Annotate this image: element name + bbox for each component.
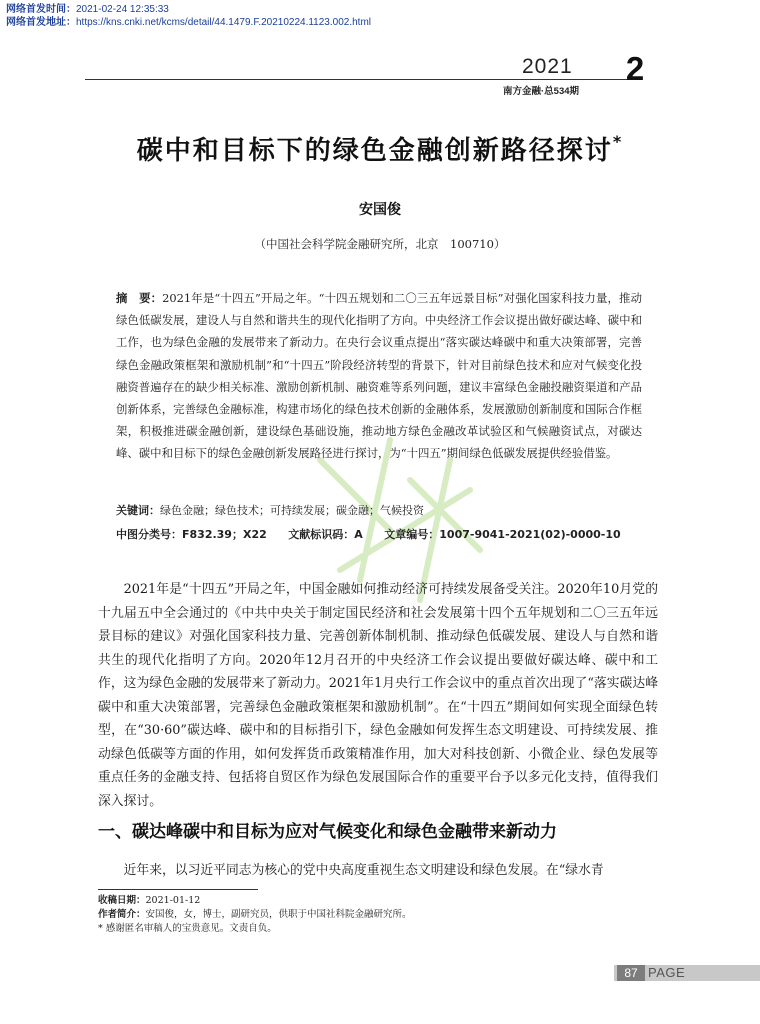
keywords [116,503,656,519]
abstract-text: 2021年是“十四五”开局之年。“十四五规划和二〇三五年远景目标”对强化国家科技力量，推动绿色低碳发展，建设人与自然和谐共生的现代化指明了方向。中央经济工作会议提出做好碳达峰、碳中和工作，也为绿色金融的发展带来了新动力。在央行会议重点提出“落实碳达峰碳中和重大决策部署，完善绿色金融政策框架和激励机制”和“十四五”阶段经济转型的背景下，针对目前绿色技术和应对气候变化投融资普遍存在的缺少相关标准、激励创新机制、融资难等系列问题，建议丰富绿色金融投融资渠道和产品创新体系，完善绿色金融标准，构建市场化的绿色技术创新的金融体系，发展激励创新制度和国际合作框架，积极推进碳金融创新，建设绿色基础设施，推动地方绿色金融改革试验区和气候融资试点，对碳达峰、碳中和目标下的绿色金融创新发展路径进行探讨，为“十四五”期间绿色低碳发展提供经验借鉴。 [116,291,642,461]
acknowledgement: * 感谢匿名审稿人的宝贵意见。文责自负。 [98,923,277,934]
body-paragraph-1: 2021年是“十四五”开局之年，中国金融如何推动经济可持续发展备受关注。2020年10月党的十九届五中全会通过的《中共中央关于制定国民经济和社会发展第十四个五年规划和二〇三五年远景目标的建议》对强化国家科技力量、完善创新体制机制、推动绿色低碳发展、建设人与自然和谐共生的现代化指明了方向。2020年12月召开的中央经济工作会议提出要做好碳达峰、碳中和工作，这为绿色金融的发展带来了新动力。2021年1月央行工作会议中的重点首次出现了“落实碳达峰碳中和重大决策部署，完善绿色金融政策框架和激励机制”。在“十四五”期间如何实现全面绿色转型，在“30·60”碳达峰、碳中和的目标指引下，绿色金融如何发挥生态文明建设、可持续发展、推动绿色低碳等方面的作用，如何发挥货币政策精准作用，加大对科技创新、小微企业、绿色发展等重点任务的金融支持、包括将自贸区作为绿色发展国际合作的重要平台予以多元化支持，值得我们深入探讨。 [98,582,658,809]
publication-url: 网络首发地址：https://kns.cnki.net/kcms/detail/44.1479.F.20210224.1123.002.html [6,17,371,28]
title-footnote-mark: * [612,132,624,152]
issue-number: 2 [625,50,645,87]
keywords-text: 绿色金融；绿色技术；可持续发展；碳金融；气候投资 [160,504,424,517]
page-label: PAGE [648,965,686,980]
header-rule [85,79,628,80]
journal-issue: 南方金融·总534期 [503,86,580,97]
footnotes [98,894,658,936]
network-publication-info [6,3,371,29]
article-author: 安国俊 [359,202,401,218]
clc-number: 中图分类号：F832.39；X22 [116,528,267,541]
article-title: 碳中和目标下的绿色金融创新路径探讨* [136,132,624,166]
body-paragraph-2: 近年来，以习近平同志为核心的党中央高度重视生态文明建设和绿色发展。在“绿水青 [123,863,604,878]
section-1-heading: 一、碳达峰碳中和目标为应对气候变化和绿色金融带来新动力 [98,822,557,842]
publication-time: 网络首发时间：2021-02-24 12:35:33 [6,4,169,15]
abstract [116,287,642,465]
author-affiliation: （中国社会科学院金融研究所，北京 100710） [254,237,506,251]
keywords-label: 关键词： [116,504,160,517]
article-number: 文章编号：1007-9041-2021(02)-0000-10 [384,528,621,541]
journal-year: 2021 [522,55,573,78]
abstract-label: 摘 要： [116,291,163,305]
received-date: 收稿日期：2021-01-12 [98,895,201,906]
author-bio: 作者简介：安国俊，女，博士，副研究员，供职于中国社科院金融研究所。 [98,909,412,920]
classification-line [116,527,656,543]
publication-url-link[interactable]: https://kns.cnki.net/kcms/detail/44.1479.F.20210224.1123.002.html [76,17,371,28]
footnote-rule [98,889,258,890]
page-number: 87 [617,965,645,981]
document-code: 文献标识码：A [288,528,363,541]
